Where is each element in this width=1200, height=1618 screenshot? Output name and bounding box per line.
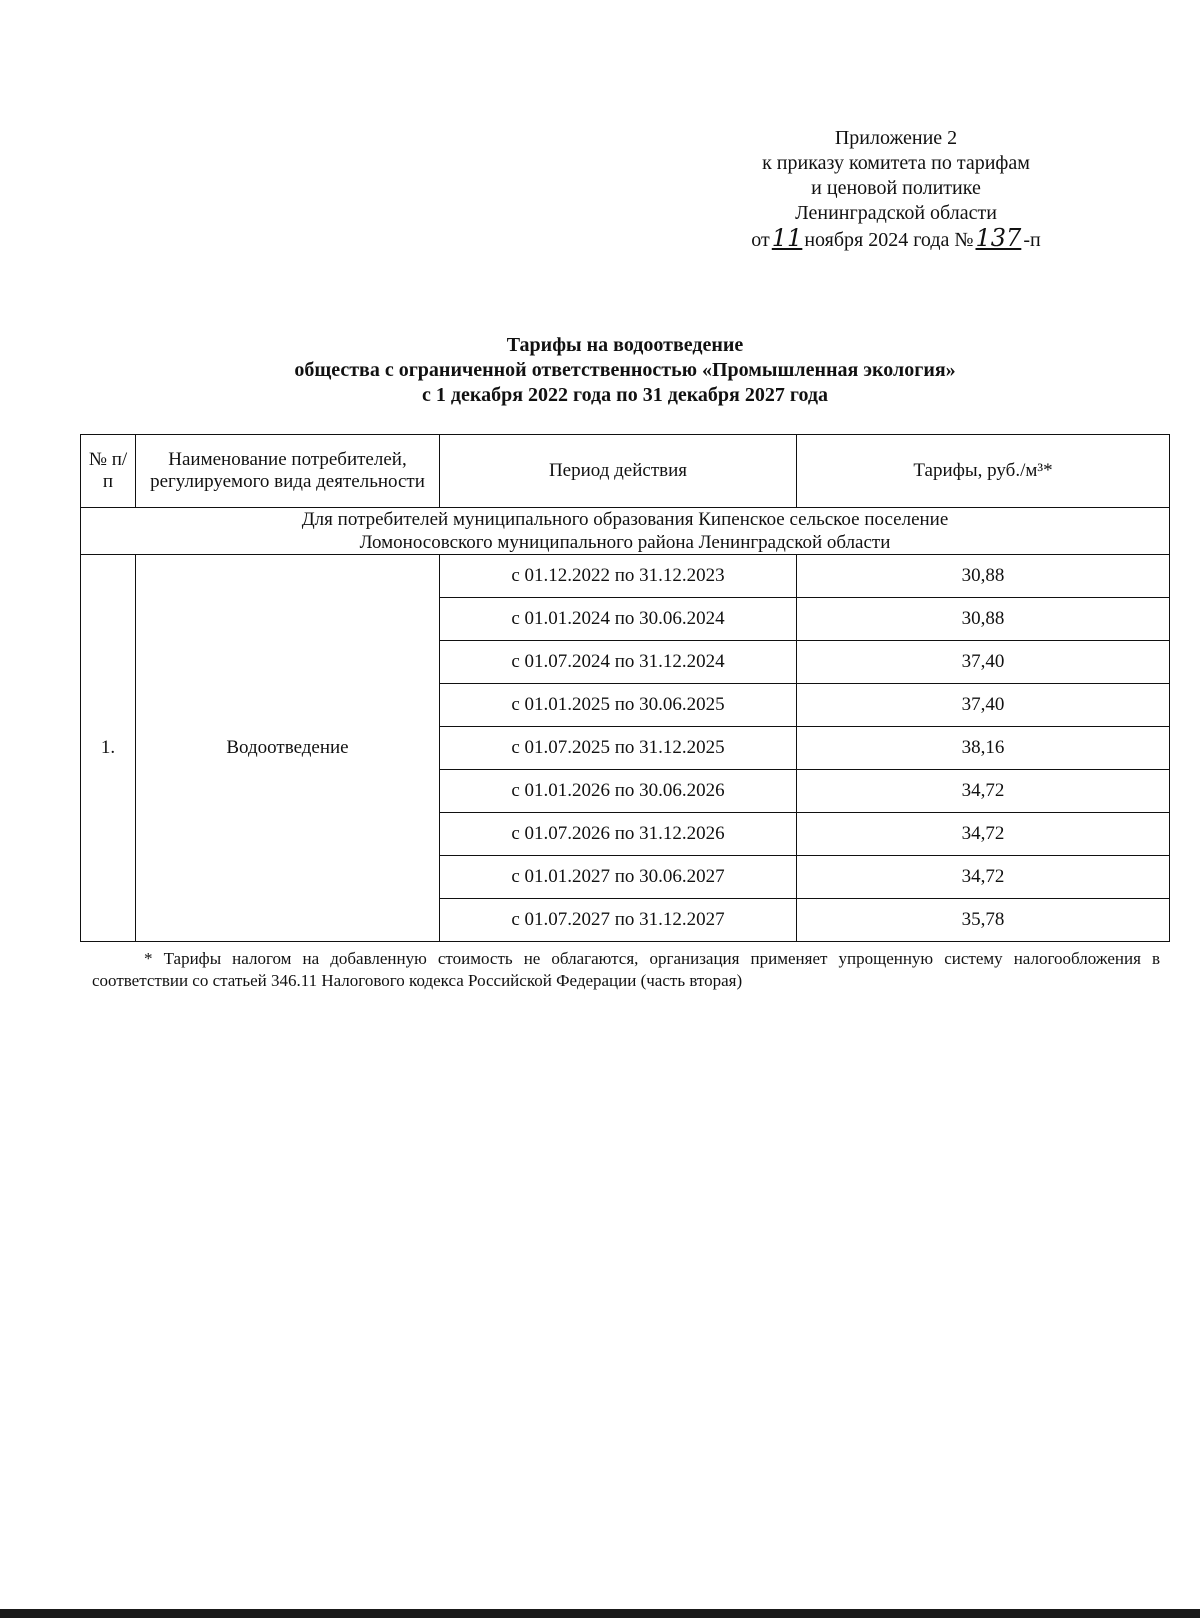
handwritten-day: 11 bbox=[771, 224, 803, 252]
period-cell: с 01.07.2025 по 31.12.2025 bbox=[440, 727, 797, 770]
period-cell: с 01.07.2024 по 31.12.2024 bbox=[440, 641, 797, 684]
date-suffix: -п bbox=[1023, 229, 1041, 251]
appendix-line: к приказу комитета по тарифам bbox=[762, 152, 1030, 174]
tariff-table bbox=[80, 434, 1170, 942]
tariff-cell: 34,72 bbox=[797, 856, 1170, 899]
period-cell: с 01.01.2025 по 30.06.2025 bbox=[440, 684, 797, 727]
tax-footnote: * Тарифы налогом на добавленную стоимость не облагаются, организация применяет упрощенную систему налогообложения в соответствии со статьей 346.11 Налогового кодекса Российской Федерации (часть вторая) bbox=[92, 949, 1160, 990]
group-line: Ломоносовского муниципального района Ленинградской области bbox=[359, 532, 891, 553]
tariff-cell: 34,72 bbox=[797, 813, 1170, 856]
tariff-cell: 35,78 bbox=[797, 899, 1170, 942]
tariff-cell: 37,40 bbox=[797, 641, 1170, 684]
title-line: с 1 декабря 2022 года по 31 декабря 2027 года bbox=[422, 384, 828, 406]
group-line: Для потребителей муниципального образования Кипенское сельское поселение bbox=[301, 509, 949, 530]
item-number-cell: 1. bbox=[81, 555, 136, 942]
table-row bbox=[81, 555, 1170, 598]
scan-edge-bar bbox=[0, 1609, 1200, 1618]
item-name-cell: Водоотведение bbox=[136, 555, 440, 942]
document-title bbox=[0, 333, 1200, 408]
period-cell: с 01.01.2026 по 30.06.2026 bbox=[440, 770, 797, 813]
period-cell: с 01.01.2027 по 30.06.2027 bbox=[440, 856, 797, 899]
period-cell: с 01.01.2024 по 30.06.2024 bbox=[440, 598, 797, 641]
header-name: Наименование потребителей, регулируемого вида деятельности bbox=[136, 435, 440, 508]
appendix-header bbox=[720, 126, 1072, 253]
handwritten-order-number: 137 bbox=[975, 224, 1022, 252]
tariff-cell: 34,72 bbox=[797, 770, 1170, 813]
tariff-cell: 38,16 bbox=[797, 727, 1170, 770]
header-number: № п/п bbox=[81, 435, 136, 508]
appendix-line: Приложение 2 bbox=[834, 127, 958, 149]
header-period: Период действия bbox=[440, 435, 797, 508]
period-cell: с 01.07.2026 по 31.12.2026 bbox=[440, 813, 797, 856]
appendix-line: Ленинградской области bbox=[795, 202, 997, 224]
header-tariff: Тарифы, руб./м³* bbox=[797, 435, 1170, 508]
period-cell: с 01.07.2027 по 31.12.2027 bbox=[440, 899, 797, 942]
title-line: общества с ограниченной ответственностью «Промышленная экология» bbox=[294, 359, 956, 381]
table-header-row bbox=[81, 435, 1170, 508]
title-line: Тарифы на водоотведение bbox=[506, 334, 744, 356]
tariff-cell: 37,40 bbox=[797, 684, 1170, 727]
consumer-group-cell bbox=[81, 508, 1170, 555]
consumer-group-row bbox=[81, 508, 1170, 555]
order-date-line bbox=[720, 226, 1072, 253]
tariff-cell: 30,88 bbox=[797, 555, 1170, 598]
appendix-line: и ценовой политике bbox=[811, 177, 981, 199]
date-middle: ноября 2024 года № bbox=[804, 229, 974, 251]
date-prefix: от bbox=[751, 229, 770, 251]
tariff-cell: 30,88 bbox=[797, 598, 1170, 641]
period-cell: с 01.12.2022 по 31.12.2023 bbox=[440, 555, 797, 598]
